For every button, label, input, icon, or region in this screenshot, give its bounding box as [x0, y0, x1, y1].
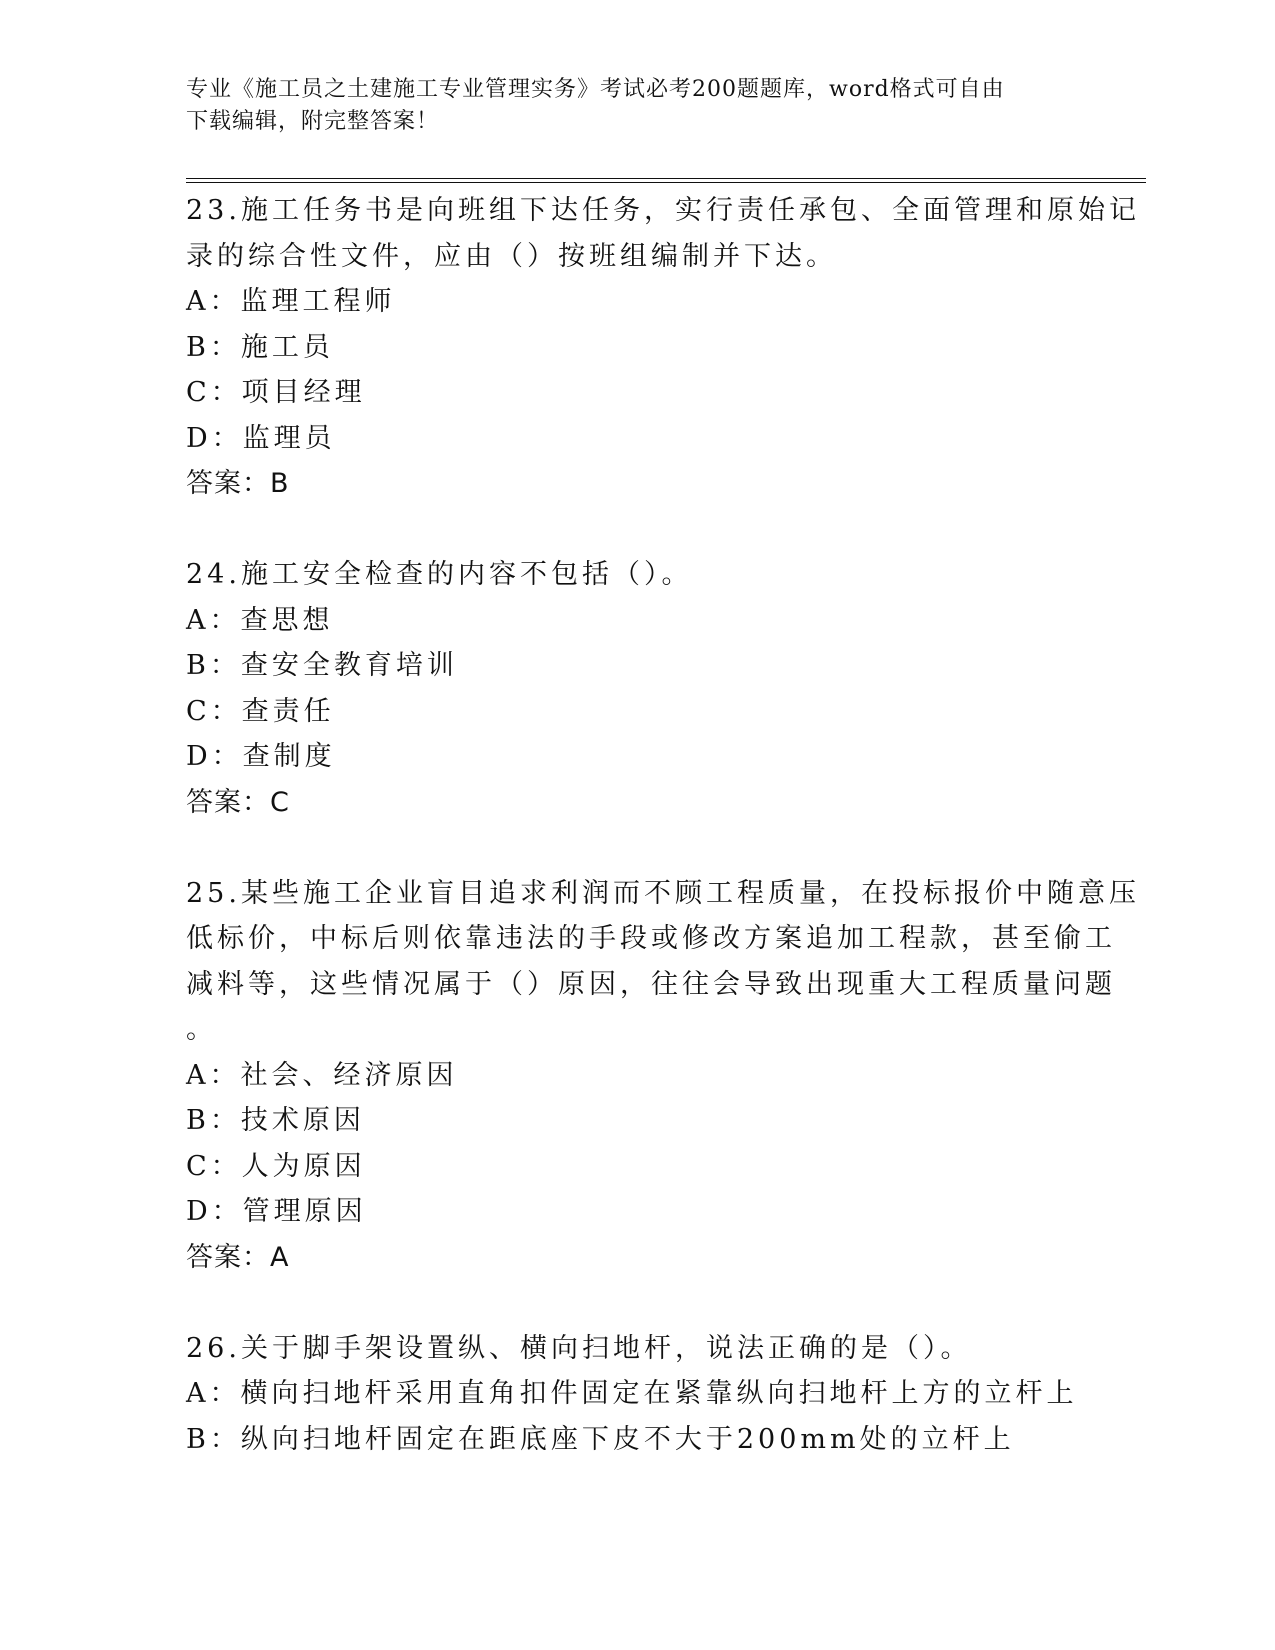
answer: 答案：A	[186, 1241, 290, 1273]
question-stem: 减料等，这些情况属于（）原因，往往会导致出现重大工程质量问题	[186, 968, 1116, 1000]
spacer	[186, 507, 1086, 553]
answer: 答案：B	[186, 468, 290, 499]
option-a: A：社会、经济原因	[186, 1059, 458, 1091]
spacer	[186, 825, 1086, 871]
question-stem: 低标价，中标后则依靠违法的手段或修改方案追加工程款，甚至偷工	[186, 923, 1116, 954]
question-26	[186, 1326, 1086, 1463]
question-stem: 录的综合性文件，应由（）按班组编制并下达。	[186, 240, 837, 272]
document-header	[186, 74, 1066, 138]
option-d: D：监理员	[186, 422, 336, 454]
question-stem: 26.关于脚手架设置纵、横向扫地杆，说法正确的是（）。	[186, 1332, 972, 1364]
option-b: B：纵向扫地杆固定在距底座下皮不大于200mm处的立杆上	[186, 1423, 1015, 1455]
question-23	[186, 188, 1140, 507]
question-list	[186, 188, 1140, 1462]
question-24	[186, 552, 1086, 825]
option-d: D：管理原因	[186, 1196, 367, 1227]
answer: 答案：C	[186, 786, 290, 818]
option-c: C：项目经理	[186, 377, 366, 408]
option-c: C：查责任	[186, 695, 335, 727]
option-c: C：人为原因	[186, 1150, 366, 1182]
option-a: A：查思想	[186, 604, 334, 636]
option-b: B：技术原因	[186, 1105, 365, 1136]
option-a: A：监理工程师	[186, 286, 396, 317]
question-25	[186, 871, 1140, 1281]
option-b: B：查安全教育培训	[186, 650, 458, 681]
header-divider-bottom	[186, 182, 1146, 183]
header-line-1: 专业《施工员之土建施工专业管理实务》考试必考200题题库，word格式可自由	[186, 77, 1005, 102]
header-divider-top	[186, 178, 1146, 179]
spacer	[186, 1280, 1086, 1326]
option-d: D：查制度	[186, 741, 336, 772]
option-a: A：横向扫地杆采用直角扣件固定在紧靠纵向扫地杆上方的立杆上	[186, 1378, 1078, 1409]
question-stem: 24.施工安全检查的内容不包括（）。	[186, 559, 693, 590]
question-stem: 。	[186, 1014, 217, 1045]
question-stem: 23.施工任务书是向班组下达任务，实行责任承包、全面管理和原始记	[186, 195, 1140, 226]
question-stem: 25.某些施工企业盲目追求利润而不顾工程质量，在投标报价中随意压	[186, 877, 1140, 909]
header-line-2: 下载编辑，附完整答案！	[186, 109, 440, 134]
option-b: B：施工员	[186, 331, 334, 363]
